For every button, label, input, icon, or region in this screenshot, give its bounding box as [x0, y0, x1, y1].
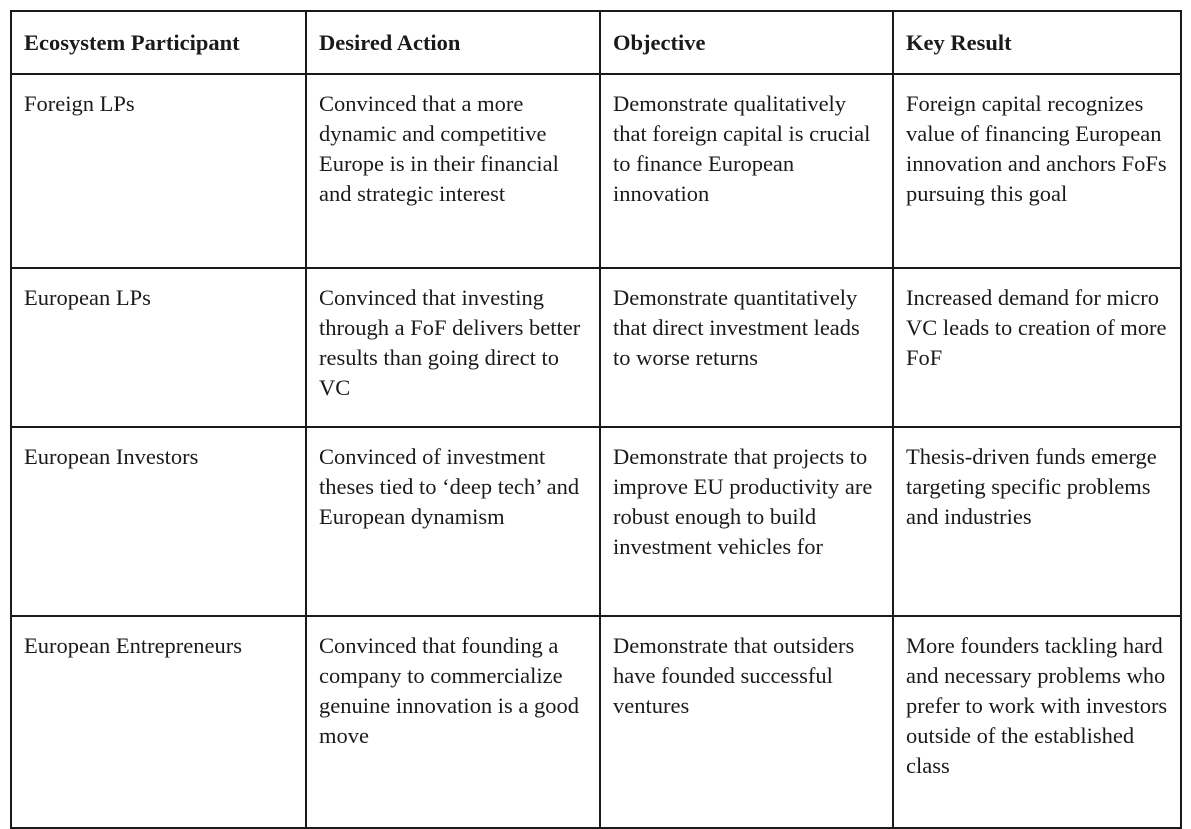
table-row — [11, 268, 1181, 427]
header-ecosystem-participant: Ecosystem Participant — [11, 11, 306, 74]
cell-objective: Demonstrate qualitatively that foreign capital is crucial to finance European innovation — [600, 74, 893, 268]
cell-key-result: Increased demand for micro VC leads to creation of more FoF — [893, 268, 1181, 427]
ecosystem-table — [10, 10, 1182, 829]
cell-desired-action: Convinced that investing through a FoF delivers better results than going direct to VC — [306, 268, 600, 427]
table-row — [11, 616, 1181, 828]
table-header-row — [11, 11, 1181, 74]
cell-participant: Foreign LPs — [11, 74, 306, 268]
cell-key-result: Foreign capital recognizes value of financing European innovation and anchors FoFs pursuing this goal — [893, 74, 1181, 268]
cell-objective: Demonstrate that projects to improve EU productivity are robust enough to build investment vehicles for — [600, 427, 893, 616]
cell-key-result: Thesis-driven funds emerge targeting specific problems and industries — [893, 427, 1181, 616]
header-objective: Objective — [600, 11, 893, 74]
cell-objective: Demonstrate that outsiders have founded successful ventures — [600, 616, 893, 828]
table-row — [11, 427, 1181, 616]
header-key-result: Key Result — [893, 11, 1181, 74]
cell-key-result: More founders tackling hard and necessary problems who prefer to work with investors outside of the established class — [893, 616, 1181, 828]
header-desired-action: Desired Action — [306, 11, 600, 74]
cell-objective: Demonstrate quantitatively that direct investment leads to worse returns — [600, 268, 893, 427]
cell-participant: European LPs — [11, 268, 306, 427]
cell-participant: European Investors — [11, 427, 306, 616]
table-row — [11, 74, 1181, 268]
cell-desired-action: Convinced of investment theses tied to ‘deep tech’ and European dynamism — [306, 427, 600, 616]
cell-desired-action: Convinced that founding a company to commercialize genuine innovation is a good move — [306, 616, 600, 828]
cell-desired-action: Convinced that a more dynamic and competitive Europe is in their financial and strategic interest — [306, 74, 600, 268]
cell-participant: European Entrepreneurs — [11, 616, 306, 828]
